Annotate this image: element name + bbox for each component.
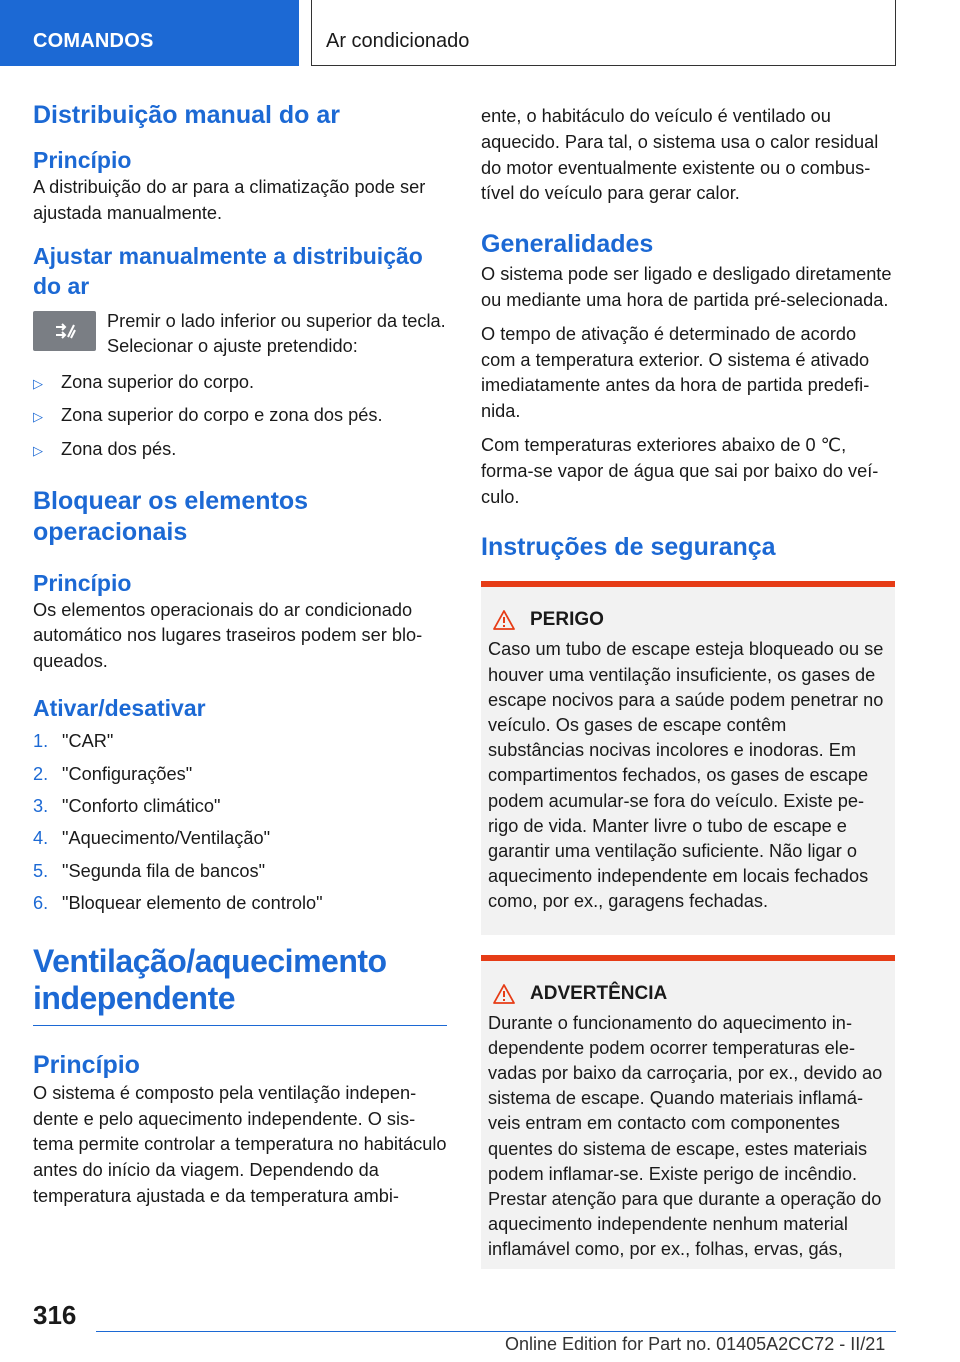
- triangle-bullet-icon: ▷: [33, 442, 43, 458]
- chapter-title: Ar condicionado: [311, 0, 896, 66]
- list-item: ▷ Zona superior do corpo.: [33, 370, 447, 397]
- paragraph-continuation: ente, o habitáculo do veículo é ventilado ou aquecido. Para tal, o sistema usa o calor residual do motor eventualmente existente ou o combustível do veículo para gerar calor.: [481, 106, 879, 204]
- warning-text: Durante o funcionamento do aquecimento independente podem ocorrer temperaturas elevadas por baixo da carroçaria, por ex., devido ao sistema de escape. Quando materiais inflamáveis entram em contacto com componentes quentes do sistema de escape, estes materiais podem inflamar-se. Existe perigo de incêndio. Prestar atenção para que durante a operação do aquecimento independente nenhum material inflamável como, por ex., folhas, ervas, gás,: [488, 1012, 883, 1260]
- heading-seguranca: Instruções de segurança: [481, 533, 776, 562]
- heading-principio-3: Princípio: [33, 1050, 140, 1079]
- list-item: 6. "Bloquear elemento de controlo": [33, 892, 323, 913]
- paragraph-gen-1: O sistema pode ser ligado e desligado diretamente ou mediante uma hora de partida pré-selecionada.: [481, 264, 892, 310]
- paragraph-gen-2: O tempo de ativação é determinado de acordo com a temperatura exterior. O sistema é ativado imediatamente antes da hora de partida predefinida.: [481, 323, 870, 422]
- warning-box: [481, 955, 895, 1269]
- triangle-bullet-icon: ▷: [33, 376, 43, 392]
- bullet-list: [33, 370, 447, 463]
- left-column: [33, 100, 447, 1210]
- list-item: 5. "Segunda fila de bancos": [33, 860, 266, 881]
- paragraph-principio-1: A distribuição do ar para a climatização pode ser ajustada manualmente.: [33, 177, 426, 223]
- heading-principio-1: Princípio: [33, 147, 132, 173]
- paragraph-principio-3: O sistema é composto pela ventilação independente e pelo aquecimento independente. O sistema permite controlar a temperatura no habitáculo antes do início da viagem. Dependendo da temperatura ajustada e da temperatura ambi-: [33, 1082, 447, 1206]
- triangle-bullet-icon: ▷: [33, 409, 43, 425]
- heading-ventilacao: Ventilação/aquecimento independente: [33, 942, 387, 1016]
- paragraph-ajustar: Premir o lado inferior ou superior da tecla. Selecionar o ajuste pretendido:: [107, 310, 446, 357]
- button-instruction: [33, 309, 447, 361]
- right-column: [481, 104, 895, 1269]
- footer-edition: Online Edition for Part no. 01405A2CC72 - II/21: [505, 1334, 886, 1354]
- heading-ajustar: Ajustar manualmente a distribuição do ar: [33, 242, 423, 299]
- danger-title: PERIGO: [488, 609, 887, 631]
- heading-bloquear: Bloquear os elementos operacionais: [33, 486, 309, 546]
- list-item: 2. "Configurações": [33, 763, 193, 784]
- heading-divider: [33, 1025, 447, 1026]
- list-item: ▷ Zona dos pés.: [33, 437, 447, 464]
- warning-title: ADVERTÊNCIA: [488, 983, 887, 1005]
- paragraph-gen-3: Com temperaturas exteriores abaixo de 0 ℃, forma-se vapor de água que sai por baixo do veículo.: [481, 434, 879, 507]
- steps-list: [33, 729, 447, 916]
- list-item: 1. "CAR": [33, 731, 114, 752]
- heading-ativar: Ativar/desativar: [33, 694, 206, 721]
- page-number: 316: [33, 1300, 77, 1330]
- paragraph-principio-2: Os elementos operacionais do ar condicionado automático nos lugares traseiros podem ser bloqueados.: [33, 599, 423, 672]
- heading-generalidades: Generalidades: [481, 230, 654, 259]
- list-item: 3. "Conforto climático": [33, 796, 221, 817]
- danger-text: Caso um tubo de escape esteja bloqueado ou se houver uma ventilação insuficiente, os gases de escape nocivos para a saúde podem penetrar no veículo. Os gases de escape contêm substâncias nocivas incolores e inodoras. Em compartimentos fechados, os gases de escape podem acumular-se fora do veículo. Existe perigo de vida. Manter livre o tubo de escape e garantir uma ventilação suficiente. Não ligar o aquecimento independente em locais fechados como, por ex., garagens fechadas.: [488, 639, 884, 912]
- list-item: ▷ Zona superior do corpo e zona dos pés.: [33, 403, 447, 430]
- heading-principio-2: Princípio: [33, 569, 132, 596]
- heading-distribuicao: Distribuição manual do ar: [33, 101, 341, 129]
- section-tab: COMANDOS: [0, 0, 299, 66]
- warning-triangle-icon: [493, 610, 515, 630]
- warning-triangle-icon: [493, 984, 515, 1004]
- air-distribution-button-icon: [33, 311, 96, 351]
- list-item: 4. "Aquecimento/Ventilação": [33, 828, 271, 849]
- danger-box: [481, 581, 895, 934]
- footer-divider: [96, 1331, 896, 1332]
